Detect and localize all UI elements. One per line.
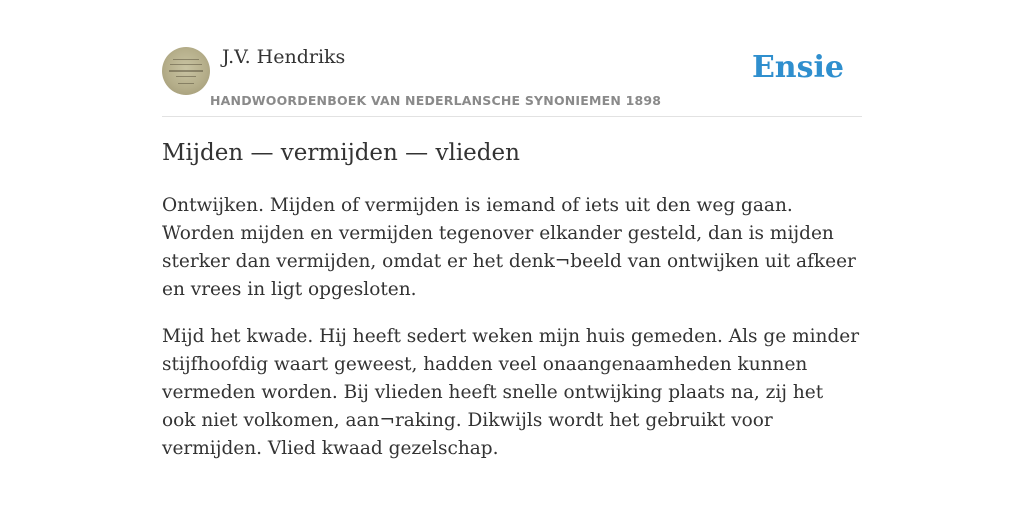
entry-header — [162, 0, 862, 117]
source-title[interactable]: HANDWOORDENBOEK VAN NEDERLANSCHE SYNONIEMEN 1898 — [210, 93, 662, 108]
entry-card — [162, 0, 862, 512]
author-name[interactable]: J.V. Hendriks — [222, 46, 346, 68]
ensie-logo[interactable]: Ensie — [751, 50, 844, 85]
book-cover-avatar[interactable] — [162, 47, 210, 95]
entry-title: Mijden — vermijden — vlieden — [162, 140, 520, 166]
entry-paragraph-1: Ontwijken. Mijden of vermijden is iemand of iets uit den weg gaan. Worden mijden en vermijden tegenover elkander gesteld, dan is mijden sterker dan vermijden, omdat er het denk¬beeld van ontwijken uit afkeer en vrees in ligt opgesloten. — [162, 195, 856, 300]
entry-paragraph-2: Mijd het kwade. Hij heeft sedert weken mijn huis gemeden. Als ge minder stijfhoofdig waart geweest, hadden veel onaangenaamheden kunnen vermeden worden. Bij vlieden heeft snelle ontwijking plaats na, zij het ook niet volkomen, aan¬raking. Dikwijls wordt het gebruikt voor vermijden. Vlied kwaad gezelschap. — [162, 326, 860, 459]
